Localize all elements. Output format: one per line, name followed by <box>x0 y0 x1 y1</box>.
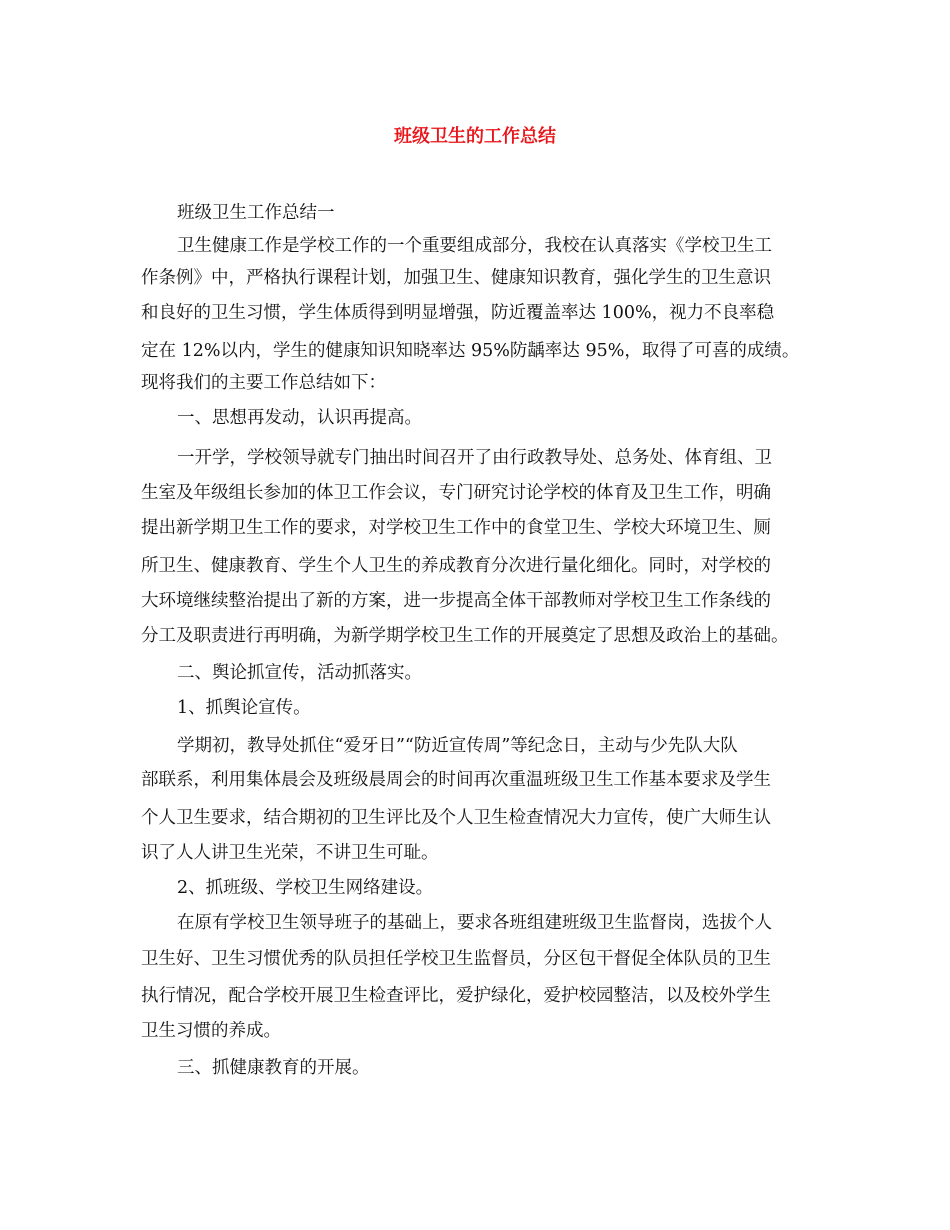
text-line: 所卫生、健康教育、学生个人卫生的养成教育分次进行量化细化。同时，对学校的 <box>141 556 771 576</box>
text-line: 现将我们的主要工作总结如下： <box>141 373 386 393</box>
text-line: 在原有学校卫生领导班子的基础上，要求各班组建班级卫生监督岗，选拔个人 <box>177 913 772 933</box>
text-line: 生室及年级组长参加的体卫工作会议，专门研究讨论学校的体育及卫生工作，明确 <box>141 483 771 503</box>
text-line: 卫生习惯的养成。 <box>141 1021 281 1041</box>
text-line: 一、思想再发动，认识再提高。 <box>177 408 422 428</box>
text-line: 三、抓健康教育的开展。 <box>177 1058 370 1078</box>
text-line: 卫生好、卫生习惯优秀的队员担任学校卫生监督员，分区包干督促全体队员的卫生 <box>141 949 771 969</box>
text-line: 执行情况，配合学校开展卫生检查评比，爱护绿化，爱护校园整洁，以及校外学生 <box>141 986 771 1006</box>
text-line: 定在 12%以内，学生的健康知识知晓率达 95%防龋率达 95%，取得了可喜的成绩。 <box>141 341 800 361</box>
text-line: 二、舆论抓宣传，活动抓落实。 <box>177 663 422 683</box>
text-line: 识了人人讲卫生光荣，不讲卫生可耻。 <box>141 843 439 863</box>
text-line: 学期初，教导处抓住“爱牙日”“防近宣传周”等纪念日，主动与少先队大队 <box>177 736 738 756</box>
text-line: 1、抓舆论宣传。 <box>177 698 311 718</box>
text-line: 大环境继续整治提出了新的方案，进一步提高全体干部教师对学校卫生工作条线的 <box>141 591 771 611</box>
text-line: 班级卫生工作总结一 <box>177 203 335 223</box>
text-line: 个人卫生要求，结合期初的卫生评比及个人卫生检查情况大力宣传，使广大师生认 <box>141 808 771 828</box>
text-line: 和良好的卫生习惯，学生体质得到明显增强，防近覆盖率达 100%，视力不良率稳 <box>141 303 775 323</box>
text-line: 卫生健康工作是学校工作的一个重要组成部分，我校在认真落实《学校卫生工 <box>177 236 772 256</box>
text-line: 部联系，利用集体晨会及班级晨周会的时间再次重温班级卫生工作基本要求及学生 <box>141 770 771 790</box>
text-line: 提出新学期卫生工作的要求，对学校卫生工作中的食堂卫生、学校大环境卫生、厕 <box>141 518 771 538</box>
text-line: 一开学，学校领导就专门抽出时间召开了由行政教导处、总务处、体育组、卫 <box>177 448 772 468</box>
text-line: 作条例》中，严格执行课程计划，加强卫生、健康知识教育，强化学生的卫生意识 <box>141 268 771 288</box>
text-line: 分工及职责进行再明确，为新学期学校卫生工作的开展奠定了思想及政治上的基础。 <box>141 626 789 646</box>
document-title: 班级卫生的工作总结 <box>394 126 556 147</box>
text-line: 2、抓班级、学校卫生网络建设。 <box>177 878 434 898</box>
